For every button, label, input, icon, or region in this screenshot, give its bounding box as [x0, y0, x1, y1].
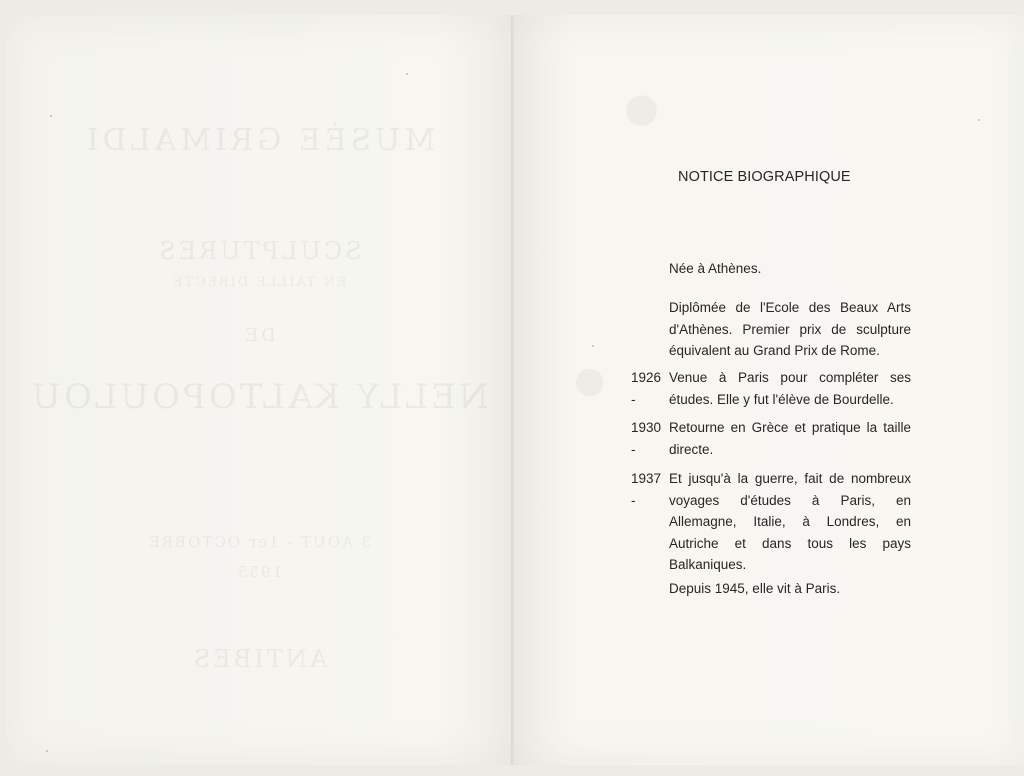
paper-speck	[978, 119, 980, 121]
paper-speck	[592, 345, 594, 347]
show-through-line: 1955	[235, 563, 283, 581]
right-page	[514, 15, 1024, 765]
paper-speck	[406, 73, 408, 75]
show-through-line: 3 AOUT - 1er OCTOBRE	[146, 533, 372, 551]
show-through-line: EN TAILLE DIRECTE	[171, 275, 347, 290]
entry-year: 1937 -	[631, 471, 662, 508]
paper-speck	[50, 115, 52, 117]
bio-paragraph-birth: Née à Athènes.	[669, 261, 762, 276]
entry-text: Venue à Paris pour compléter ses études. Elle y fut l'élève de Bourdelle.	[669, 370, 911, 407]
show-through-mark	[624, 85, 659, 131]
entry-year: 1930 -	[631, 420, 662, 457]
left-page	[6, 15, 512, 765]
entry-text: Retourne en Grèce et pratique la taille directe.	[669, 420, 911, 457]
bio-paragraph-today: Depuis 1945, elle vit à Paris.	[669, 581, 841, 596]
page-title: NOTICE BIOGRAPHIQUE	[678, 169, 851, 185]
show-through-line: ANTIBES	[190, 645, 328, 673]
show-through-line: DE	[242, 325, 276, 346]
paper-speck	[46, 750, 48, 752]
show-through-line: SCULPTURES	[156, 237, 362, 265]
entry-text: Et jusqu'à la guerre, fait de nombreux voyages d'études à Paris, en Allemagne, Italie, à Londres, en Autriche et dans tous les pays Balkaniques.	[669, 471, 911, 572]
bio-paragraph-diploma: Diplômée de l'Ecole des Beaux Arts d'Athènes. Premier prix de sculpture équivalent au Grand Prix de Rome.	[669, 300, 911, 358]
show-through-line: MUSÉE GRIMALDI	[82, 123, 436, 158]
show-through-mark	[574, 360, 605, 401]
show-through-line: NELLY KALTOPOULOU	[29, 377, 489, 417]
entry-year: 1926 -	[631, 370, 662, 407]
